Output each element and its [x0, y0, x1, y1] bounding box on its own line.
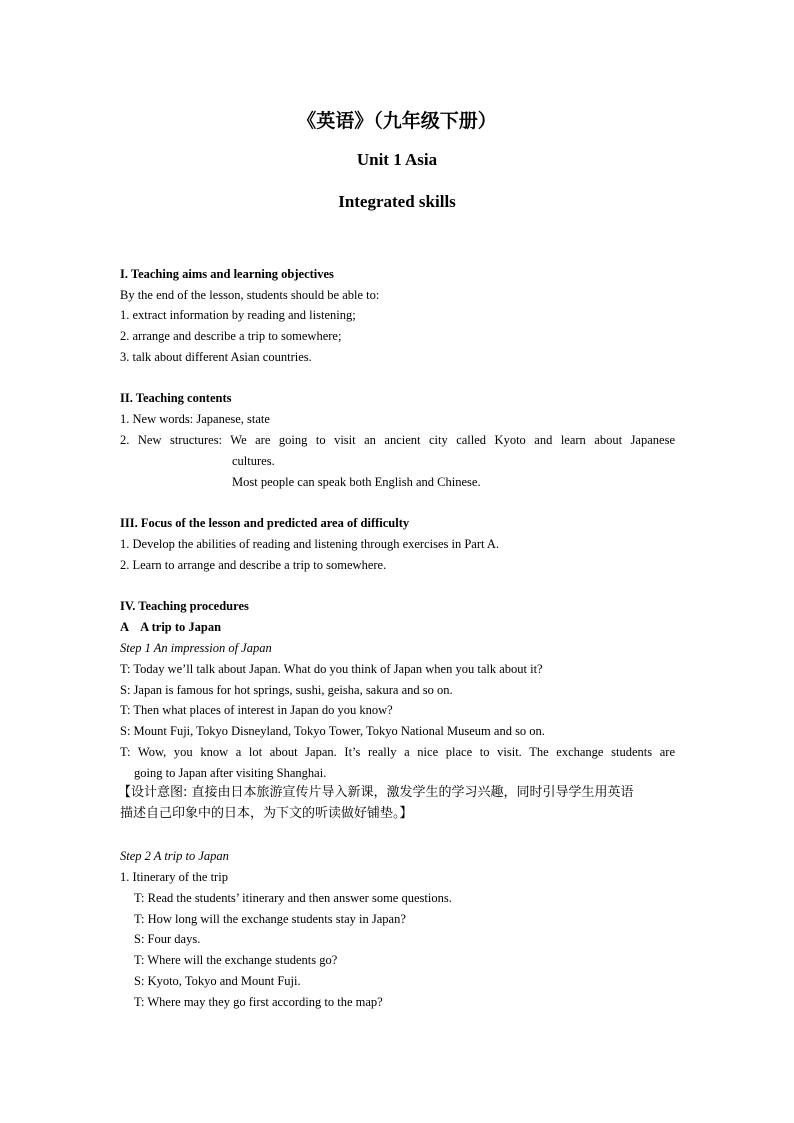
- part-a-heading: A A trip to Japan: [120, 620, 222, 634]
- unit-title: Unit 1 Asia: [356, 150, 438, 169]
- dialogue-line: T: Where will the exchange students go?: [134, 953, 338, 967]
- dialogue-line: T: Then what places of interest in Japan do you know?: [120, 703, 393, 717]
- new-structures-line-2: cultures.: [232, 454, 275, 468]
- design-intent-line-1: 【设计意图: 直接由日本旅游宣传片导入新课，激发学生的学习兴趣，同时引导学生用英语: [118, 785, 634, 800]
- step-2-heading: Step 2 A trip to Japan: [120, 849, 229, 863]
- section-title: Integrated skills: [338, 192, 456, 211]
- section-3-heading: III. Focus of the lesson and predicted area of difficulty: [120, 516, 410, 530]
- focus-item: 2. Learn to arrange and describe a trip to somewhere.: [120, 558, 387, 572]
- section-1-heading: I. Teaching aims and learning objectives: [120, 267, 334, 281]
- objective-item: 1. extract information by reading and listening;: [120, 308, 356, 322]
- dialogue-line: T: Where may they go first according to the map?: [134, 995, 383, 1009]
- dialogue-line: T: Today we’ll talk about Japan. What do you think of Japan when you talk about it?: [120, 662, 543, 676]
- section-4-heading: IV. Teaching procedures: [120, 599, 249, 613]
- design-intent-line-2: 描述自己印象中的日本，为下文的听读做好铺垫。】: [120, 806, 413, 821]
- focus-item: 1. Develop the abilities of reading and listening through exercises in Part A.: [120, 537, 500, 551]
- dialogue-line: S: Kyoto, Tokyo and Mount Fuji.: [134, 974, 301, 988]
- new-structures-line-1: 2. New structures: We are going to visit an ancient city called Kyoto and learn about Japanese: [120, 433, 675, 447]
- dialogue-line-continued: going to Japan after visiting Shanghai.: [134, 766, 327, 780]
- dialogue-line: S: Mount Fuji, Tokyo Disneyland, Tokyo Tower, Tokyo National Museum and so on.: [120, 724, 545, 738]
- dialogue-line: S: Japan is famous for hot springs, sushi, geisha, sakura and so on.: [120, 683, 453, 697]
- objective-item: 2. arrange and describe a trip to somewhere;: [120, 329, 342, 343]
- book-title: 《英语》（九年级下册）: [297, 110, 497, 132]
- objective-item: 3. talk about different Asian countries.: [120, 350, 312, 364]
- new-words: 1. New words: Japanese, state: [120, 412, 270, 426]
- section-2-heading: II. Teaching contents: [120, 391, 232, 405]
- section-1-intro: By the end of the lesson, students should be able to:: [120, 288, 380, 302]
- dialogue-line: T: Read the students’ itinerary and then answer some questions.: [134, 891, 452, 905]
- dialogue-line: T: How long will the exchange students stay in Japan?: [134, 912, 406, 926]
- dialogue-line: S: Four days.: [134, 932, 201, 946]
- dialogue-line: T: Wow, you know a lot about Japan. It’s really a nice place to visit. The exchange students are: [120, 745, 675, 759]
- step-1-heading: Step 1 An impression of Japan: [120, 641, 272, 655]
- new-structures-line-3: Most people can speak both English and Chinese.: [232, 475, 481, 489]
- itinerary-title: 1. Itinerary of the trip: [120, 870, 228, 884]
